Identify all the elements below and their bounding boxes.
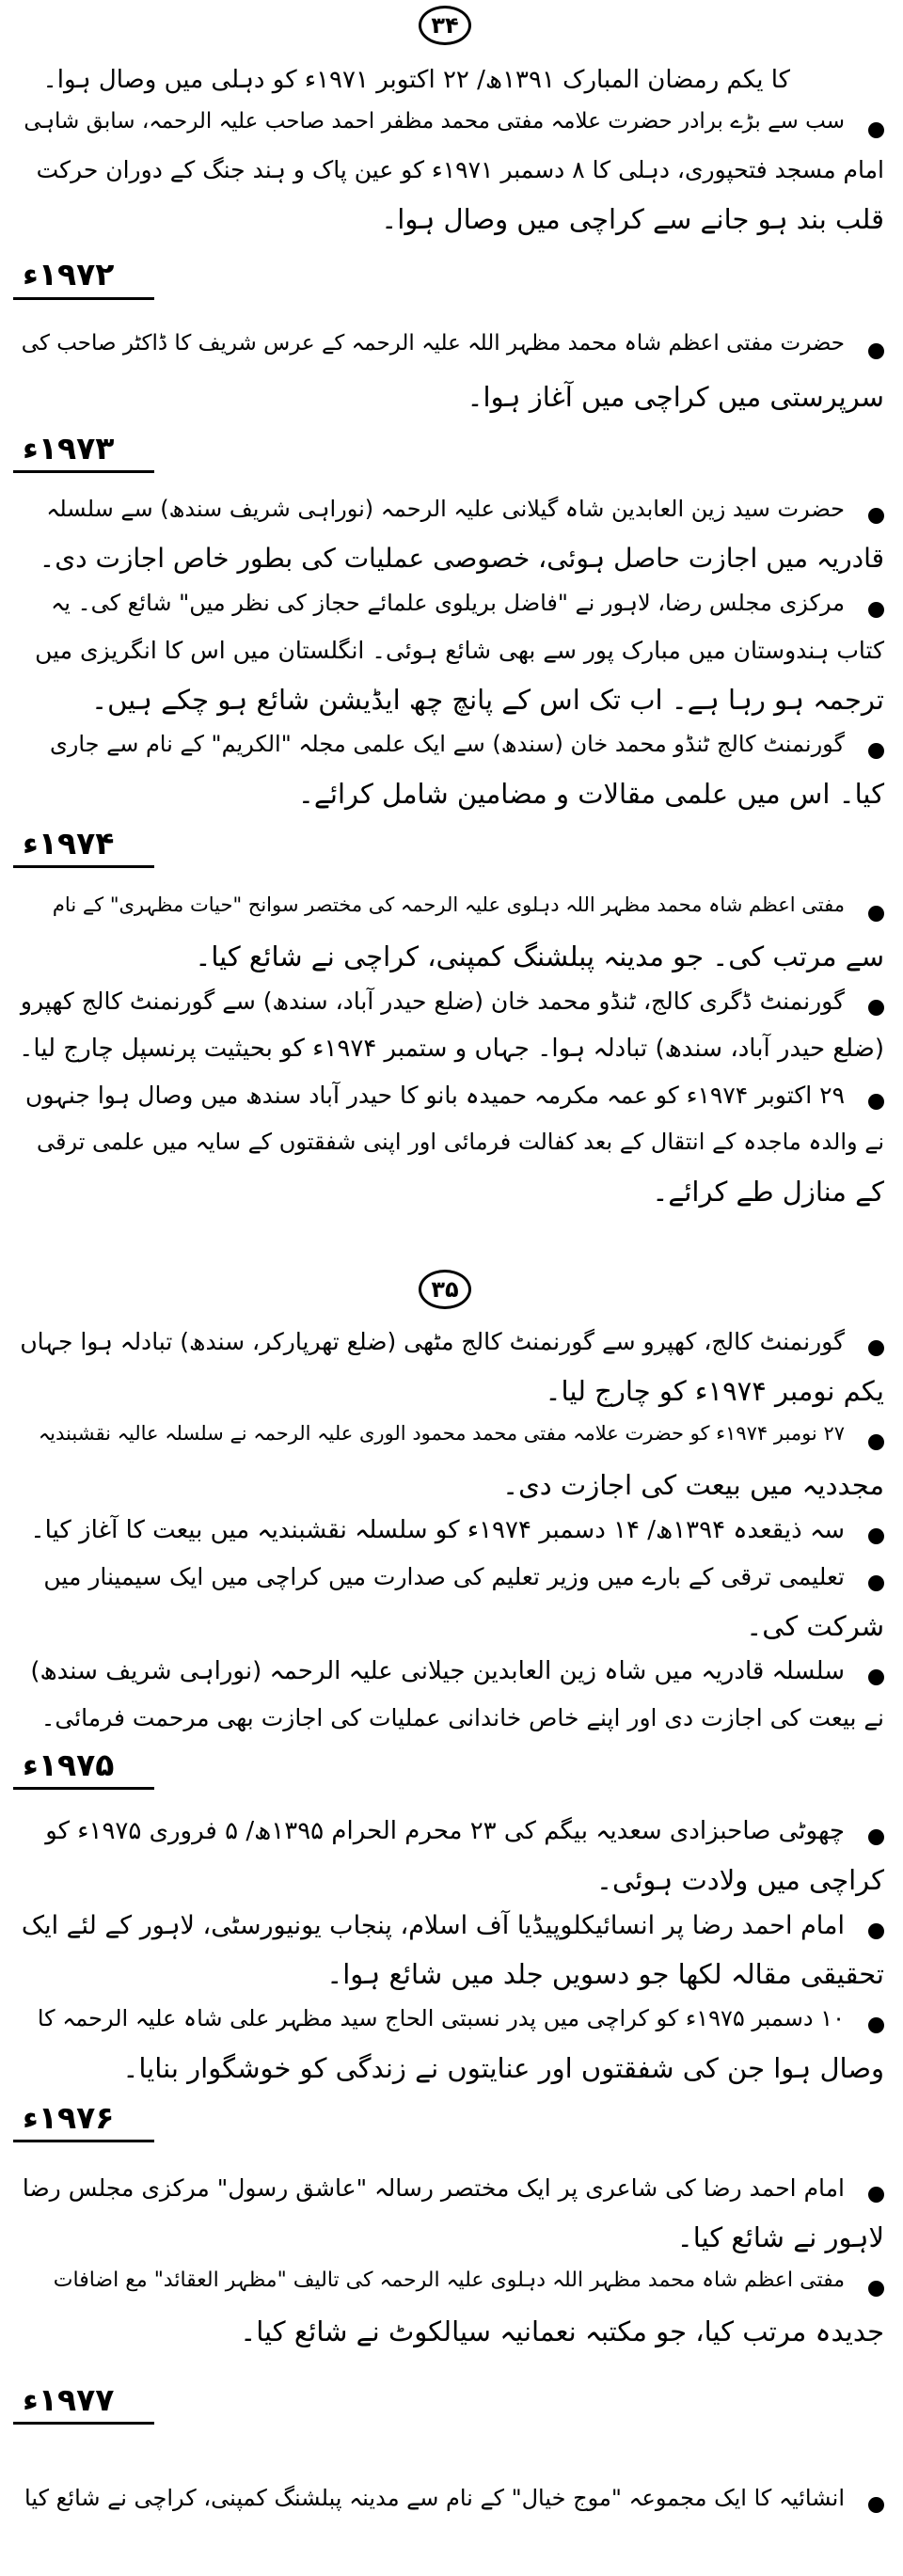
text-line: کا یکم رمضان المبارک ۱۳۹۱ھ/ ۲۲ اکتوبر ۱۹۷۱ء کو دہلی میں وصال ہوا۔	[42, 66, 790, 94]
bullet-icon	[868, 906, 884, 922]
text-line: سے مرتب کی۔ جو مدینہ پبلشنگ کمپنی، کراچی نے شائع کیا۔	[195, 940, 884, 972]
text-line: شرکت کی۔	[746, 1610, 884, 1642]
bullet-icon	[868, 1340, 884, 1356]
text-line: نے بیعت کی اجازت دی اور اپنے خاص خاندانی عملیات کی اجازت بھی مرحمت فرمائی۔	[40, 1704, 884, 1731]
bullet-icon	[868, 1000, 884, 1016]
text-line: ۲۹ اکتوبر ۱۹۷۴ء کو عمہ مکرمہ حمیدہ بانو کا حیدر آباد سندھ میں وصال ہوا جنہوں	[24, 1082, 845, 1109]
text-line: گورنمنٹ کالج، کھپرو سے گورنمنٹ کالج مٹھی (ضلع تھرپارکر، سندھ) تبادلہ ہوا جہاں	[20, 1328, 845, 1355]
text-line: قلب بند ہو جانے سے کراچی میں وصال ہوا۔	[381, 203, 884, 235]
bullet-icon	[868, 2281, 884, 2297]
year-underline	[13, 865, 154, 868]
bullet-icon	[868, 343, 884, 359]
page-number-35: ۳۵	[419, 1270, 471, 1309]
text-line: سلسلہ قادریہ میں شاہ زین العابدین جیلانی علیہ الرحمہ (نوراہی شریف سندھ)	[30, 1657, 845, 1685]
year-underline	[13, 2140, 154, 2142]
text-line: (ضلع حیدر آباد، سندھ) تبادلہ ہوا۔ جہاں و ستمبر ۱۹۷۴ء کو بحیثیت پرنسپل چارج لیا۔	[19, 1035, 884, 1063]
year-underline	[13, 470, 154, 473]
bullet-icon	[868, 1434, 884, 1450]
text-line: یکم نومبر ۱۹۷۴ء کو چارج لیا۔	[545, 1375, 884, 1407]
text-line: تعلیمی ترقی کے بارے میں وزیر تعلیم کی صدارت میں کراچی میں ایک سیمینار میں	[43, 1563, 845, 1590]
year-heading-1974: ۱۹۷۴ء	[23, 825, 115, 861]
text-line: گورنمنٹ کالج ٹنڈو محمد خان (سندھ) سے ایک علمی مجلہ "الکریم" کے نام سے جاری	[49, 731, 845, 757]
text-line: مجددیہ میں بیعت کی اجازت دی۔	[502, 1469, 884, 1501]
year-heading-1973: ۱۹۷۳ء	[23, 430, 115, 466]
text-line: وصال ہوا جن کی شفقتوں اور عنایتوں نے زندگی کو خوشگوار بنایا۔	[122, 2052, 884, 2084]
bullet-icon	[868, 2187, 884, 2203]
year-heading-1975: ۱۹۷۵ء	[23, 1746, 115, 1783]
bullet-icon	[868, 2017, 884, 2033]
text-line: کیا۔ اس میں علمی مقالات و مضامین شامل کرائے۔	[297, 778, 884, 810]
text-line: حضرت مفتی اعظم شاہ محمد مظہر اللہ علیہ الرحمہ کے عرس شریف کا ڈاکٹر صاحب کی	[21, 331, 845, 356]
text-line: چھوٹی صاحبزادی سعدیہ بیگم کی ۲۳ محرم الحرام ۱۳۹۵ھ/ ۵ فروری ۱۹۷۵ء کو	[45, 1817, 845, 1845]
text-line: گورنمنٹ ڈگری کالج، ٹنڈو محمد خان (ضلع حیدر آباد، سندھ) سے گورنمنٹ کالج کھپرو	[20, 988, 845, 1015]
text-line: کے منازل طے کرائے۔	[652, 1176, 884, 1208]
year-underline	[13, 2422, 154, 2425]
text-line: مفتی اعظم شاہ محمد مظہر اللہ دہلوی علیہ الرحمہ کی تالیف "مظہر العقائد" مع اضافات	[53, 2268, 845, 2292]
text-line: سب سے بڑے برادر حضرت علامہ مفتی محمد مظفر احمد صاحب علیہ الرحمہ، سابق شاہی	[24, 109, 845, 134]
text-line: ترجمہ ہو رہا ہے۔ اب تک اس کے پانچ چھ ایڈیشن شائع ہو چکے ہیں۔	[91, 684, 884, 716]
text-line: تحقیقی مقالہ لکھا جو دسویں جلد میں شائع ہوا۔	[326, 1958, 884, 1990]
bullet-icon	[868, 1094, 884, 1110]
bullet-icon	[868, 1829, 884, 1845]
year-underline	[13, 1787, 154, 1790]
year-heading-1976: ۱۹۷۶ء	[23, 2099, 115, 2136]
text-line: قادریہ میں اجازت حاصل ہوئی، خصوصی عملیات کی بطور خاص اجازت دی۔	[39, 543, 884, 574]
year-heading-1977: ۱۹۷۷ء	[23, 2381, 115, 2418]
bullet-icon	[868, 602, 884, 618]
text-line: امام احمد رضا پر انسائیکلوپیڈیا آف اسلام، پنجاب یونیورسٹی، لاہور کے لئے ایک	[21, 1911, 845, 1940]
bullet-icon	[868, 122, 884, 138]
text-line: امام مسجد فتحپوری، دہلی کا ۸ دسمبر ۱۹۷۱ء کو عین پاک و ہند جنگ کے دوران حرکت	[36, 156, 884, 183]
text-line: کتاب ہندوستان میں مبارک پور سے بھی شائع ہوئی۔ انگلستان میں اس کا انگریزی میں	[35, 637, 884, 664]
text-line: انشائیہ کا ایک مجموعہ "موج خیال" کے نام سے مدینہ پبلشنگ کمپنی، کراچی نے شائع کیا	[24, 2485, 845, 2511]
text-line: سہ ذیقعدہ ۱۳۹۴ھ/ ۱۴ دسمبر ۱۹۷۴ء کو سلسلہ نقشبندیہ میں بیعت کا آغاز کیا۔	[30, 1516, 845, 1544]
bullet-icon	[868, 508, 884, 524]
text-line: مرکزی مجلس رضا، لاہور نے "فاضل بریلوی علمائے حجاز کی نظر میں" شائع کی۔ یہ	[51, 590, 845, 616]
page-number-34: ۳۴	[419, 6, 471, 45]
bullet-icon	[868, 2497, 884, 2513]
text-line: مفتی اعظم شاہ محمد مظہر اللہ دہلوی علیہ الرحمہ کی مختصر سوانح "حیات مظہری" کے نام	[52, 893, 845, 916]
text-line: سرپرستی میں کراچی میں آغاز ہوا۔	[467, 381, 884, 413]
text-line: حضرت سید زین العابدین شاہ گیلانی علیہ الرحمہ (نوراہی شریف سندھ) سے سلسلہ	[46, 496, 845, 522]
text-line: امام احمد رضا کی شاعری پر ایک مختصر رسالہ "عاشق رسول" مرکزی مجلس رضا	[22, 2174, 845, 2202]
bullet-icon	[868, 743, 884, 759]
year-heading-1972: ۱۹۷۲ء	[23, 256, 115, 292]
year-underline	[13, 297, 154, 300]
bullet-icon	[868, 1575, 884, 1591]
bullet-icon	[868, 1923, 884, 1939]
text-line: کراچی میں ولادت ہوئی۔	[596, 1864, 884, 1896]
bullet-icon	[868, 1528, 884, 1544]
text-line: ۲۷ نومبر ۱۹۷۴ء کو حضرت علامہ مفتی محمد محمود الوری علیہ الرحمہ نے سلسلہ عالیہ نقشبندیہ	[38, 1422, 845, 1445]
text-line: لاہور نے شائع کیا۔	[676, 2221, 884, 2253]
text-line: نے والدہ ماجدہ کے انتقال کے بعد کفالت فرمائی اور اپنی شفقتوں کے سایہ میں علمی ترقی	[37, 1129, 884, 1155]
bullet-icon	[868, 1669, 884, 1685]
text-line: جدیدہ مرتب کیا، جو مکتبہ نعمانیہ سیالکوٹ نے شائع کیا۔	[240, 2315, 884, 2347]
text-line: ۱۰ دسمبر ۱۹۷۵ء کو کراچی میں پدر نسبتی الحاج سید مظہر علی شاہ علیہ الرحمہ کا	[37, 2005, 845, 2031]
